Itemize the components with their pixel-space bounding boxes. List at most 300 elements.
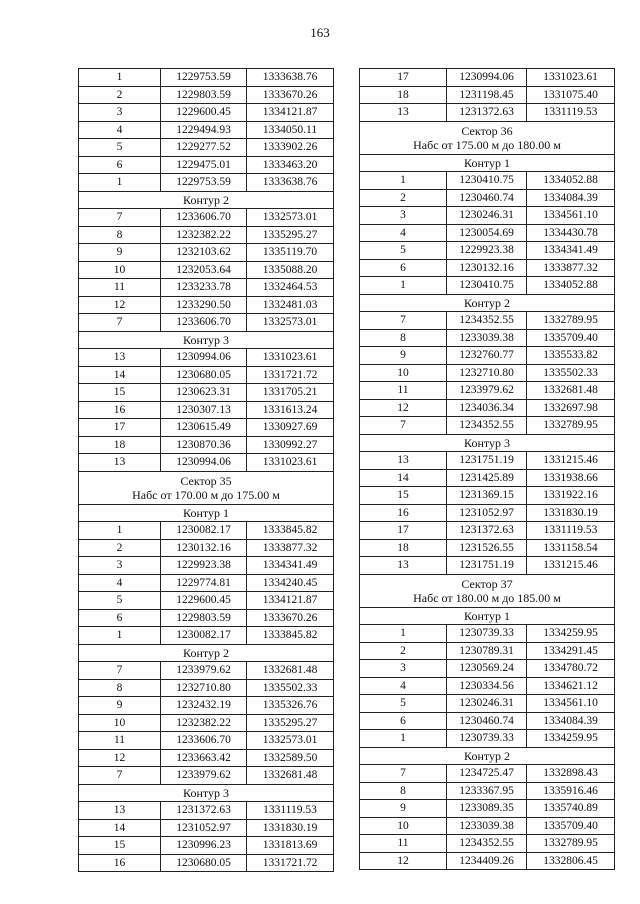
table-row (360, 224, 615, 242)
x-coordinate-cell: 1231369.15 (447, 487, 527, 505)
x-coordinate-cell: 1232053.64 (161, 261, 247, 279)
y-coordinate-cell: 1333877.32 (527, 259, 615, 277)
point-number-cell: 16 (79, 854, 161, 872)
y-coordinate-cell: 1333845.82 (247, 522, 334, 540)
x-coordinate-cell: 1232710.80 (447, 364, 527, 382)
x-coordinate-cell: 1230132.16 (447, 259, 527, 277)
x-coordinate-cell: 1229753.59 (161, 174, 247, 192)
x-coordinate-cell: 1232382.22 (161, 226, 247, 244)
y-coordinate-cell: 1335502.33 (247, 679, 334, 697)
table-row (360, 417, 615, 435)
point-number-cell: 16 (360, 504, 447, 522)
y-coordinate-cell: 1332681.48 (247, 767, 334, 785)
point-number-cell: 1 (79, 174, 161, 192)
x-coordinate-cell: 1233606.70 (161, 732, 247, 750)
y-coordinate-cell: 1331119.53 (527, 104, 615, 122)
point-number-cell: 7 (79, 662, 161, 680)
contour-header-row (79, 504, 334, 522)
y-coordinate-cell: 1334259.95 (527, 730, 615, 748)
table-row (79, 401, 334, 419)
table-row (79, 662, 334, 680)
y-coordinate-cell: 1335088.20 (247, 261, 334, 279)
table-row (79, 522, 334, 540)
table-row (79, 384, 334, 402)
contour-header-row (79, 331, 334, 349)
table-row (360, 189, 615, 207)
contour-header-row (360, 154, 615, 172)
table-row (360, 782, 615, 800)
point-number-cell: 13 (79, 349, 161, 367)
x-coordinate-cell: 1230132.16 (161, 539, 247, 557)
y-coordinate-cell: 1332898.43 (527, 765, 615, 783)
sector-header (79, 471, 334, 504)
point-number-cell: 11 (360, 835, 447, 853)
point-number-cell: 15 (360, 487, 447, 505)
point-number-cell: 17 (360, 69, 447, 87)
sector-header-row (360, 121, 615, 154)
y-coordinate-cell: 1331721.72 (247, 366, 334, 384)
y-coordinate-cell: 1333845.82 (247, 627, 334, 645)
point-number-cell: 2 (360, 642, 447, 660)
y-coordinate-cell: 1332789.95 (527, 835, 615, 853)
x-coordinate-cell: 1231751.19 (447, 557, 527, 575)
x-coordinate-cell: 1230054.69 (447, 224, 527, 242)
table-row (79, 627, 334, 645)
x-coordinate-cell: 1230246.31 (447, 695, 527, 713)
point-number-cell: 1 (360, 730, 447, 748)
point-number-cell: 4 (79, 574, 161, 592)
x-coordinate-cell: 1230569.24 (447, 660, 527, 678)
table-row (360, 469, 615, 487)
coordinates-table-body (360, 69, 615, 870)
point-number-cell: 1 (360, 172, 447, 190)
contour-header-row (79, 784, 334, 802)
y-coordinate-cell: 1332573.01 (247, 314, 334, 332)
point-number-cell: 3 (79, 557, 161, 575)
point-number-cell: 3 (360, 207, 447, 225)
contour-header: Контур 2 (79, 191, 334, 209)
x-coordinate-cell: 1230789.31 (447, 642, 527, 660)
y-coordinate-cell: 1334084.39 (527, 712, 615, 730)
sector-header-row (79, 471, 334, 504)
y-coordinate-cell: 1333877.32 (247, 539, 334, 557)
x-coordinate-cell: 1230615.49 (161, 419, 247, 437)
y-coordinate-cell: 1335295.27 (247, 714, 334, 732)
point-number-cell: 5 (360, 695, 447, 713)
table-row (360, 242, 615, 260)
point-number-cell: 6 (79, 156, 161, 174)
x-coordinate-cell: 1233979.62 (447, 382, 527, 400)
point-number-cell: 2 (79, 86, 161, 104)
point-number-cell: 12 (79, 296, 161, 314)
x-coordinate-cell: 1231052.97 (447, 504, 527, 522)
x-coordinate-cell: 1230410.75 (447, 277, 527, 295)
point-number-cell: 9 (360, 800, 447, 818)
y-coordinate-cell: 1332681.48 (527, 382, 615, 400)
table-row (360, 712, 615, 730)
point-number-cell: 12 (360, 852, 447, 870)
table-row (360, 69, 615, 87)
page-number: 163 (310, 25, 330, 40)
table-row (79, 366, 334, 384)
x-coordinate-cell: 1231198.45 (447, 86, 527, 104)
sector-title: Сектор 36 (461, 123, 513, 138)
contour-header-row (79, 191, 334, 209)
contour-header-row (360, 747, 615, 765)
sector-height-range: Набс от 180.00 м до 185.00 м (413, 590, 561, 605)
contour-header: Контур 3 (79, 331, 334, 349)
point-number-cell: 1 (79, 522, 161, 540)
x-coordinate-cell: 1230680.05 (161, 366, 247, 384)
y-coordinate-cell: 1331705.21 (247, 384, 334, 402)
x-coordinate-cell: 1230996.23 (161, 837, 247, 855)
table-row (360, 522, 615, 540)
point-number-cell: 7 (360, 417, 447, 435)
point-number-cell: 1 (79, 627, 161, 645)
contour-header: Контур 2 (79, 644, 334, 662)
table-row (79, 732, 334, 750)
table-row (79, 679, 334, 697)
point-number-cell: 12 (360, 399, 447, 417)
point-number-cell: 18 (360, 539, 447, 557)
x-coordinate-cell: 1231372.63 (161, 802, 247, 820)
point-number-cell: 3 (360, 660, 447, 678)
x-coordinate-cell: 1231052.97 (161, 819, 247, 837)
point-number-cell: 10 (360, 364, 447, 382)
y-coordinate-cell: 1331830.19 (247, 819, 334, 837)
point-number-cell: 2 (360, 189, 447, 207)
point-number-cell: 6 (360, 712, 447, 730)
sector-height-range: Набс от 170.00 м до 175.00 м (132, 487, 280, 502)
point-number-cell: 13 (360, 452, 447, 470)
table-row (360, 172, 615, 190)
y-coordinate-cell: 1331830.19 (527, 504, 615, 522)
table-row (360, 259, 615, 277)
x-coordinate-cell: 1233979.62 (161, 662, 247, 680)
table-row (360, 539, 615, 557)
y-coordinate-cell: 1334561.10 (527, 695, 615, 713)
x-coordinate-cell: 1233606.70 (161, 209, 247, 227)
table-row (79, 314, 334, 332)
point-number-cell: 10 (360, 817, 447, 835)
point-number-cell: 9 (79, 697, 161, 715)
table-row (79, 802, 334, 820)
point-number-cell: 14 (79, 366, 161, 384)
x-coordinate-cell: 1230307.13 (161, 401, 247, 419)
table-row (79, 837, 334, 855)
contour-header-row (79, 644, 334, 662)
point-number-cell: 1 (360, 625, 447, 643)
point-number-cell: 4 (360, 677, 447, 695)
x-coordinate-cell: 1230739.33 (447, 625, 527, 643)
y-coordinate-cell: 1331023.61 (247, 349, 334, 367)
table-row (360, 312, 615, 330)
table-row (79, 209, 334, 227)
sector-title: Сектор 35 (180, 473, 232, 488)
contour-header: Контур 1 (79, 504, 334, 522)
y-coordinate-cell: 1334084.39 (527, 189, 615, 207)
table-row (79, 609, 334, 627)
table-row (79, 714, 334, 732)
y-coordinate-cell: 1334341.49 (247, 557, 334, 575)
y-coordinate-cell: 1334050.11 (247, 121, 334, 139)
point-number-cell: 7 (79, 314, 161, 332)
y-coordinate-cell: 1330992.27 (247, 436, 334, 454)
table-row (360, 765, 615, 783)
x-coordinate-cell: 1230460.74 (447, 189, 527, 207)
x-coordinate-cell: 1233089.35 (447, 800, 527, 818)
table-row (360, 364, 615, 382)
point-number-cell: 8 (79, 679, 161, 697)
y-coordinate-cell: 1330927.69 (247, 419, 334, 437)
x-coordinate-cell: 1230082.17 (161, 522, 247, 540)
table-row (360, 452, 615, 470)
point-number-cell: 5 (79, 592, 161, 610)
x-coordinate-cell: 1229774.81 (161, 574, 247, 592)
point-number-cell: 17 (360, 522, 447, 540)
y-coordinate-cell: 1332789.95 (527, 312, 615, 330)
table-row (360, 86, 615, 104)
contour-header-row (360, 434, 615, 452)
table-row (79, 592, 334, 610)
x-coordinate-cell: 1233233.78 (161, 279, 247, 297)
x-coordinate-cell: 1234036.34 (447, 399, 527, 417)
point-number-cell: 6 (79, 609, 161, 627)
y-coordinate-cell: 1332481.03 (247, 296, 334, 314)
table-row (79, 854, 334, 872)
y-coordinate-cell: 1332464.53 (247, 279, 334, 297)
x-coordinate-cell: 1232382.22 (161, 714, 247, 732)
y-coordinate-cell: 1333638.76 (247, 69, 334, 87)
y-coordinate-cell: 1334121.87 (247, 104, 334, 122)
x-coordinate-cell: 1232103.62 (161, 244, 247, 262)
point-number-cell: 17 (79, 419, 161, 437)
point-number-cell: 2 (79, 539, 161, 557)
y-coordinate-cell: 1334121.87 (247, 592, 334, 610)
table-row (360, 207, 615, 225)
x-coordinate-cell: 1234352.55 (447, 312, 527, 330)
table-row (79, 296, 334, 314)
y-coordinate-cell: 1333463.20 (247, 156, 334, 174)
point-number-cell: 10 (79, 261, 161, 279)
sector-height-range: Набс от 175.00 м до 180.00 м (413, 137, 561, 152)
y-coordinate-cell: 1332789.95 (527, 417, 615, 435)
y-coordinate-cell: 1331119.53 (527, 522, 615, 540)
point-number-cell: 4 (360, 224, 447, 242)
point-number-cell: 13 (360, 557, 447, 575)
x-coordinate-cell: 1233290.50 (161, 296, 247, 314)
x-coordinate-cell: 1230680.05 (161, 854, 247, 872)
y-coordinate-cell: 1335916.46 (527, 782, 615, 800)
table-row (79, 349, 334, 367)
x-coordinate-cell: 1233663.42 (161, 749, 247, 767)
point-number-cell: 7 (360, 312, 447, 330)
table-row (79, 279, 334, 297)
coordinates-table-left (78, 68, 334, 872)
table-row (79, 226, 334, 244)
sector-header (360, 121, 615, 154)
y-coordinate-cell: 1331023.61 (247, 454, 334, 472)
x-coordinate-cell: 1229923.38 (161, 557, 247, 575)
x-coordinate-cell: 1231526.55 (447, 539, 527, 557)
table-row (360, 277, 615, 295)
y-coordinate-cell: 1331215.46 (527, 452, 615, 470)
y-coordinate-cell: 1333670.26 (247, 609, 334, 627)
x-coordinate-cell: 1230082.17 (161, 627, 247, 645)
table-row (360, 347, 615, 365)
y-coordinate-cell: 1335709.40 (527, 329, 615, 347)
x-coordinate-cell: 1231425.89 (447, 469, 527, 487)
y-coordinate-cell: 1334259.95 (527, 625, 615, 643)
x-coordinate-cell: 1234352.55 (447, 835, 527, 853)
y-coordinate-cell: 1331075.40 (527, 86, 615, 104)
table-row (360, 642, 615, 660)
y-coordinate-cell: 1335740.89 (527, 800, 615, 818)
table-row (79, 69, 334, 87)
x-coordinate-cell: 1233367.95 (447, 782, 527, 800)
x-coordinate-cell: 1229494.93 (161, 121, 247, 139)
x-coordinate-cell: 1231372.63 (447, 104, 527, 122)
x-coordinate-cell: 1230410.75 (447, 172, 527, 190)
sector-title: Сектор 37 (461, 576, 513, 591)
x-coordinate-cell: 1229753.59 (161, 69, 247, 87)
y-coordinate-cell: 1335709.40 (527, 817, 615, 835)
table-row (79, 436, 334, 454)
y-coordinate-cell: 1333638.76 (247, 174, 334, 192)
y-coordinate-cell: 1331158.54 (527, 539, 615, 557)
y-coordinate-cell: 1331721.72 (247, 854, 334, 872)
table-row (79, 767, 334, 785)
table-row (79, 557, 334, 575)
x-coordinate-cell: 1233979.62 (161, 767, 247, 785)
point-number-cell: 10 (79, 714, 161, 732)
table-row (79, 104, 334, 122)
x-coordinate-cell: 1230623.31 (161, 384, 247, 402)
contour-header: Контур 3 (79, 784, 334, 802)
x-coordinate-cell: 1230739.33 (447, 730, 527, 748)
sector-header (360, 574, 615, 607)
point-number-cell: 14 (79, 819, 161, 837)
table-row (360, 730, 615, 748)
y-coordinate-cell: 1334430.78 (527, 224, 615, 242)
y-coordinate-cell: 1331215.46 (527, 557, 615, 575)
table-row (360, 329, 615, 347)
y-coordinate-cell: 1335295.27 (247, 226, 334, 244)
y-coordinate-cell: 1333902.26 (247, 139, 334, 157)
y-coordinate-cell: 1335533.82 (527, 347, 615, 365)
point-number-cell: 11 (360, 382, 447, 400)
table-row (360, 504, 615, 522)
x-coordinate-cell: 1229803.59 (161, 609, 247, 627)
coordinates-table-body (79, 69, 334, 872)
x-coordinate-cell: 1229923.38 (447, 242, 527, 260)
table-row (79, 261, 334, 279)
point-number-cell: 7 (360, 765, 447, 783)
x-coordinate-cell: 1232760.77 (447, 347, 527, 365)
y-coordinate-cell: 1332806.45 (527, 852, 615, 870)
point-number-cell: 16 (79, 401, 161, 419)
table-row (360, 487, 615, 505)
contour-header-row (360, 607, 615, 625)
table-row (79, 244, 334, 262)
table-row (79, 156, 334, 174)
x-coordinate-cell: 1232432.19 (161, 697, 247, 715)
y-coordinate-cell: 1335119.70 (247, 244, 334, 262)
y-coordinate-cell: 1331938.66 (527, 469, 615, 487)
x-coordinate-cell: 1230246.31 (447, 207, 527, 225)
x-coordinate-cell: 1229600.45 (161, 592, 247, 610)
table-row (360, 660, 615, 678)
point-number-cell: 5 (79, 139, 161, 157)
point-number-cell: 12 (79, 749, 161, 767)
point-number-cell: 18 (79, 436, 161, 454)
x-coordinate-cell: 1231751.19 (447, 452, 527, 470)
y-coordinate-cell: 1334291.45 (527, 642, 615, 660)
table-row (79, 121, 334, 139)
point-number-cell: 8 (360, 329, 447, 347)
contour-header: Контур 1 (360, 607, 615, 625)
y-coordinate-cell: 1334780.72 (527, 660, 615, 678)
contour-header-row (360, 294, 615, 312)
x-coordinate-cell: 1229475.01 (161, 156, 247, 174)
contour-header: Контур 1 (360, 154, 615, 172)
table-row (79, 419, 334, 437)
y-coordinate-cell: 1331119.53 (247, 802, 334, 820)
y-coordinate-cell: 1334240.45 (247, 574, 334, 592)
point-number-cell: 15 (79, 384, 161, 402)
table-row (79, 697, 334, 715)
x-coordinate-cell: 1230994.06 (161, 454, 247, 472)
x-coordinate-cell: 1230334.56 (447, 677, 527, 695)
table-row (79, 454, 334, 472)
point-number-cell: 7 (79, 767, 161, 785)
y-coordinate-cell: 1335326.76 (247, 697, 334, 715)
y-coordinate-cell: 1331922.16 (527, 487, 615, 505)
table-row (360, 677, 615, 695)
x-coordinate-cell: 1232710.80 (161, 679, 247, 697)
table-row (360, 557, 615, 575)
point-number-cell: 8 (360, 782, 447, 800)
x-coordinate-cell: 1233606.70 (161, 314, 247, 332)
y-coordinate-cell: 1334341.49 (527, 242, 615, 260)
x-coordinate-cell: 1230870.36 (161, 436, 247, 454)
x-coordinate-cell: 1229600.45 (161, 104, 247, 122)
point-number-cell: 9 (79, 244, 161, 262)
point-number-cell: 7 (79, 209, 161, 227)
point-number-cell: 1 (360, 277, 447, 295)
table-row (360, 399, 615, 417)
point-number-cell: 8 (79, 226, 161, 244)
point-number-cell: 11 (79, 279, 161, 297)
point-number-cell: 5 (360, 242, 447, 260)
y-coordinate-cell: 1332573.01 (247, 209, 334, 227)
table-row (360, 104, 615, 122)
table-row (360, 817, 615, 835)
table-row (79, 139, 334, 157)
point-number-cell: 15 (79, 837, 161, 855)
table-row (360, 835, 615, 853)
point-number-cell: 13 (79, 802, 161, 820)
table-row (360, 800, 615, 818)
table-row (79, 174, 334, 192)
y-coordinate-cell: 1332697.98 (527, 399, 615, 417)
point-number-cell: 3 (79, 104, 161, 122)
table-row (79, 819, 334, 837)
point-number-cell: 13 (79, 454, 161, 472)
contour-header: Контур 2 (360, 294, 615, 312)
point-number-cell: 4 (79, 121, 161, 139)
x-coordinate-cell: 1234409.26 (447, 852, 527, 870)
